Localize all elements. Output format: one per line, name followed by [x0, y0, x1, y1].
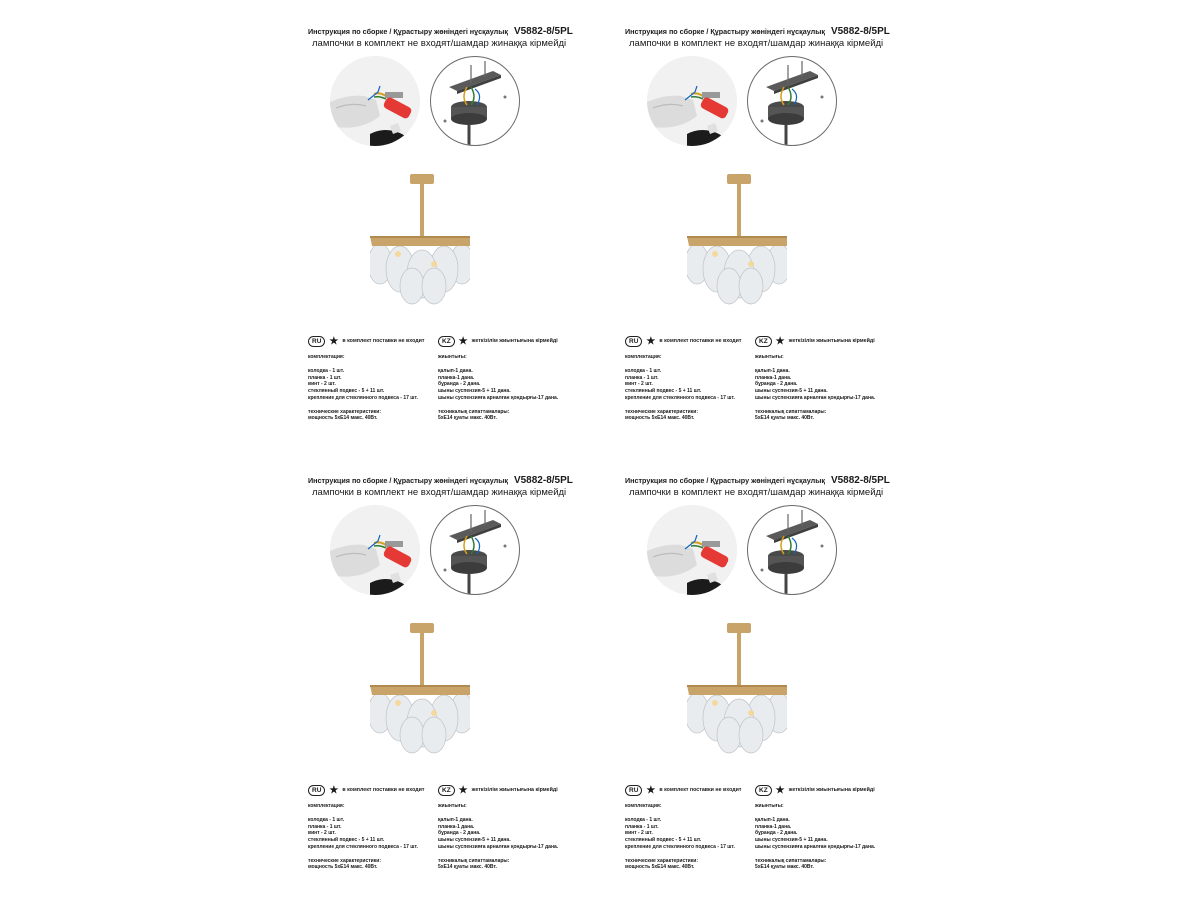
ru-badge: RU	[308, 785, 325, 796]
star-icon: ★	[458, 336, 468, 347]
ru-kit-list	[308, 368, 443, 402]
model-number: V5882-8/5PL	[830, 475, 890, 486]
kz-kit-heading: жиынтығы:	[438, 354, 467, 360]
kz-section	[438, 336, 598, 422]
star-icon: ★	[329, 336, 339, 347]
ru-section	[308, 785, 443, 871]
ru-note: в комплект поставки не входит	[342, 786, 425, 793]
sheet-subtitle: лампочки в комплект не входят/шамдар жинаққа кірмейді	[629, 38, 884, 49]
kz-kit-list	[438, 368, 598, 402]
ceiling-mount-diagram	[430, 56, 520, 146]
ru-kit-list	[625, 368, 760, 402]
kz-tech-heading: техникалық сипаттамалары:	[438, 857, 510, 864]
hand-screwdriver-wiring-photo	[330, 56, 420, 146]
ru-section	[308, 336, 443, 422]
kz-kit-item: бұранда - 2 дана.	[755, 381, 798, 388]
kz-kit-item: шыны суспензияға арналған қондырғы-17 дана.	[755, 394, 876, 401]
kz-kit-item: шыны суспензияға арналған қондырғы-17 дана.	[755, 843, 876, 850]
ru-kit-item: винт - 2 шт.	[308, 830, 336, 837]
kz-badge: KZ	[438, 336, 455, 347]
ru-kit-item: стеклянный подвес - 5 + 11 шт.	[308, 388, 385, 394]
sheet-subtitle: лампочки в комплект не входят/шамдар жинаққа кірмейді	[629, 487, 884, 498]
sheet-title: Инструкция по сборке / Құрастыру жөніндегі нұсқаулық V5882-8/5PL	[308, 26, 573, 37]
ru-kit-item: стеклянный подвес - 5 + 11 шт.	[625, 388, 702, 394]
kz-kit-item: планка-1 дана.	[438, 823, 475, 830]
star-icon: ★	[458, 785, 468, 796]
ru-badge: RU	[308, 336, 325, 347]
kz-note: жеткізілім жиынтығына кірмейді	[788, 337, 875, 344]
kz-kit-heading: жиынтығы:	[755, 354, 784, 360]
kz-note: жеткізілім жиынтығына кірмейді	[471, 786, 558, 793]
ru-tech-heading: технические характеристики:	[625, 408, 698, 415]
ru-kit-item: крепление для стеклянного подвеса - 17 шт.	[308, 394, 418, 401]
kz-kit-list	[438, 817, 598, 851]
sheet-subtitle: лампочки в комплект не входят/шамдар жинаққа кірмейді	[312, 38, 567, 49]
ru-tech-heading: технические характеристики:	[308, 408, 381, 415]
sheet-title: Инструкция по сборке / Құрастыру жөніндегі нұсқаулық V5882-8/5PL	[308, 475, 573, 486]
star-icon: ★	[329, 785, 339, 796]
ru-kit-heading: комплектация:	[308, 803, 345, 809]
sheet-subtitle: лампочки в комплект не входят/шамдар жинаққа кірмейді	[312, 487, 567, 498]
ru-note: в комплект поставки не входит	[659, 786, 742, 793]
model-number: V5882-8/5PL	[513, 26, 573, 37]
kz-tech-heading: техникалық сипаттамалары:	[755, 408, 827, 415]
sheet-title: Инструкция по сборке / Құрастыру жөніндегі нұсқаулық V5882-8/5PL	[625, 475, 890, 486]
kz-kit-item: планка-1 дана.	[755, 823, 792, 830]
kz-tech-value: 5хЕ14 қуаты макс. 40Вт.	[438, 415, 497, 422]
ru-tech-value: мощность 5хЕ14 макс. 40Вт.	[308, 864, 378, 871]
ru-kit-item: стеклянный подвес - 5 + 11 шт.	[308, 837, 385, 843]
ru-section	[625, 785, 760, 871]
kz-kit-item: қалып-1 дана.	[438, 367, 473, 374]
kz-kit-item: бұранда - 2 дана.	[438, 381, 481, 388]
instruction-sheet	[625, 14, 925, 444]
ceiling-mount-diagram	[747, 505, 837, 595]
kz-tech-value: 5хЕ14 қуаты макс. 40Вт.	[755, 415, 814, 422]
ru-kit-item: винт - 2 шт.	[625, 830, 653, 837]
instruction-sheet	[625, 463, 925, 893]
ru-kit-item: крепление для стеклянного подвеса - 17 шт.	[625, 843, 735, 850]
hand-screwdriver-wiring-photo	[330, 505, 420, 595]
instruction-sheet	[308, 14, 608, 444]
kz-section	[755, 336, 915, 422]
star-icon: ★	[646, 785, 656, 796]
ceiling-mount-diagram	[747, 56, 837, 146]
ru-tech-heading: технические характеристики:	[625, 857, 698, 864]
ru-note: в комплект поставки не входит	[342, 337, 425, 344]
kz-kit-heading: жиынтығы:	[755, 803, 784, 809]
kz-kit-item: шыны суспензияға арналған қондырғы-17 дана.	[438, 843, 559, 850]
star-icon: ★	[775, 785, 785, 796]
kz-kit-item: планка-1 дана.	[438, 374, 475, 381]
kz-kit-item: шыны суспензия-5 + 11 дана.	[438, 837, 511, 843]
ru-kit-item: планка - 1 шт.	[308, 823, 342, 830]
kz-kit-item: бұранда - 2 дана.	[755, 830, 798, 837]
ru-note: в комплект поставки не входит	[659, 337, 742, 344]
ru-kit-item: стеклянный подвес - 5 + 11 шт.	[625, 837, 702, 843]
kz-badge: KZ	[755, 785, 772, 796]
ru-tech-value: мощность 5хЕ14 макс. 40Вт.	[308, 415, 378, 422]
kz-badge: KZ	[438, 785, 455, 796]
glass-disc-chandelier	[687, 623, 787, 758]
glass-disc-chandelier	[370, 623, 470, 758]
ru-kit-item: колодка - 1 шт.	[625, 367, 662, 374]
ru-kit-list	[625, 817, 760, 851]
kz-tech-heading: техникалық сипаттамалары:	[438, 408, 510, 415]
ru-kit-item: крепление для стеклянного подвеса - 17 шт.	[308, 843, 418, 850]
ru-tech-value: мощность 5хЕ14 макс. 40Вт.	[625, 864, 695, 871]
kz-kit-item: қалып-1 дана.	[755, 816, 790, 823]
instruction-sheet	[308, 463, 608, 893]
ru-tech-heading: технические характеристики:	[308, 857, 381, 864]
ru-kit-item: планка - 1 шт.	[625, 374, 659, 381]
ru-section	[625, 336, 760, 422]
kz-kit-item: планка-1 дана.	[755, 374, 792, 381]
kz-section	[438, 785, 598, 871]
ru-kit-item: винт - 2 шт.	[625, 381, 653, 388]
ru-kit-item: винт - 2 шт.	[308, 381, 336, 388]
kz-kit-list	[755, 368, 915, 402]
kz-kit-item: шыны суспензия-5 + 11 дана.	[438, 388, 511, 394]
glass-disc-chandelier	[687, 174, 787, 309]
hand-screwdriver-wiring-photo	[647, 56, 737, 146]
ru-kit-item: колодка - 1 шт.	[308, 816, 345, 823]
ceiling-mount-diagram	[430, 505, 520, 595]
star-icon: ★	[646, 336, 656, 347]
model-number: V5882-8/5PL	[830, 26, 890, 37]
kz-kit-item: бұранда - 2 дана.	[438, 830, 481, 837]
kz-tech-heading: техникалық сипаттамалары:	[755, 857, 827, 864]
kz-kit-item: шыны суспензия-5 + 11 дана.	[755, 388, 828, 394]
ru-tech-value: мощность 5хЕ14 макс. 40Вт.	[625, 415, 695, 422]
ru-kit-heading: комплектация:	[308, 354, 345, 360]
ru-kit-item: планка - 1 шт.	[308, 374, 342, 381]
glass-disc-chandelier	[370, 174, 470, 309]
kz-note: жеткізілім жиынтығына кірмейді	[471, 337, 558, 344]
ru-kit-item: колодка - 1 шт.	[308, 367, 345, 374]
kz-kit-item: шыны суспензияға арналған қондырғы-17 дана.	[438, 394, 559, 401]
kz-tech-value: 5хЕ14 қуаты макс. 40Вт.	[438, 864, 497, 871]
ru-kit-item: планка - 1 шт.	[625, 823, 659, 830]
ru-kit-item: крепление для стеклянного подвеса - 17 шт.	[625, 394, 735, 401]
ru-badge: RU	[625, 785, 642, 796]
kz-kit-heading: жиынтығы:	[438, 803, 467, 809]
kz-note: жеткізілім жиынтығына кірмейді	[788, 786, 875, 793]
ru-kit-list	[308, 817, 443, 851]
kz-kit-item: қалып-1 дана.	[755, 367, 790, 374]
ru-kit-heading: комплектация:	[625, 354, 662, 360]
kz-section	[755, 785, 915, 871]
hand-screwdriver-wiring-photo	[647, 505, 737, 595]
kz-kit-item: қалып-1 дана.	[438, 816, 473, 823]
kz-kit-list	[755, 817, 915, 851]
kz-kit-item: шыны суспензия-5 + 11 дана.	[755, 837, 828, 843]
sheet-title: Инструкция по сборке / Құрастыру жөніндегі нұсқаулық V5882-8/5PL	[625, 26, 890, 37]
kz-tech-value: 5хЕ14 қуаты макс. 40Вт.	[755, 864, 814, 871]
ru-kit-heading: комплектация:	[625, 803, 662, 809]
kz-badge: KZ	[755, 336, 772, 347]
model-number: V5882-8/5PL	[513, 475, 573, 486]
star-icon: ★	[775, 336, 785, 347]
ru-kit-item: колодка - 1 шт.	[625, 816, 662, 823]
ru-badge: RU	[625, 336, 642, 347]
